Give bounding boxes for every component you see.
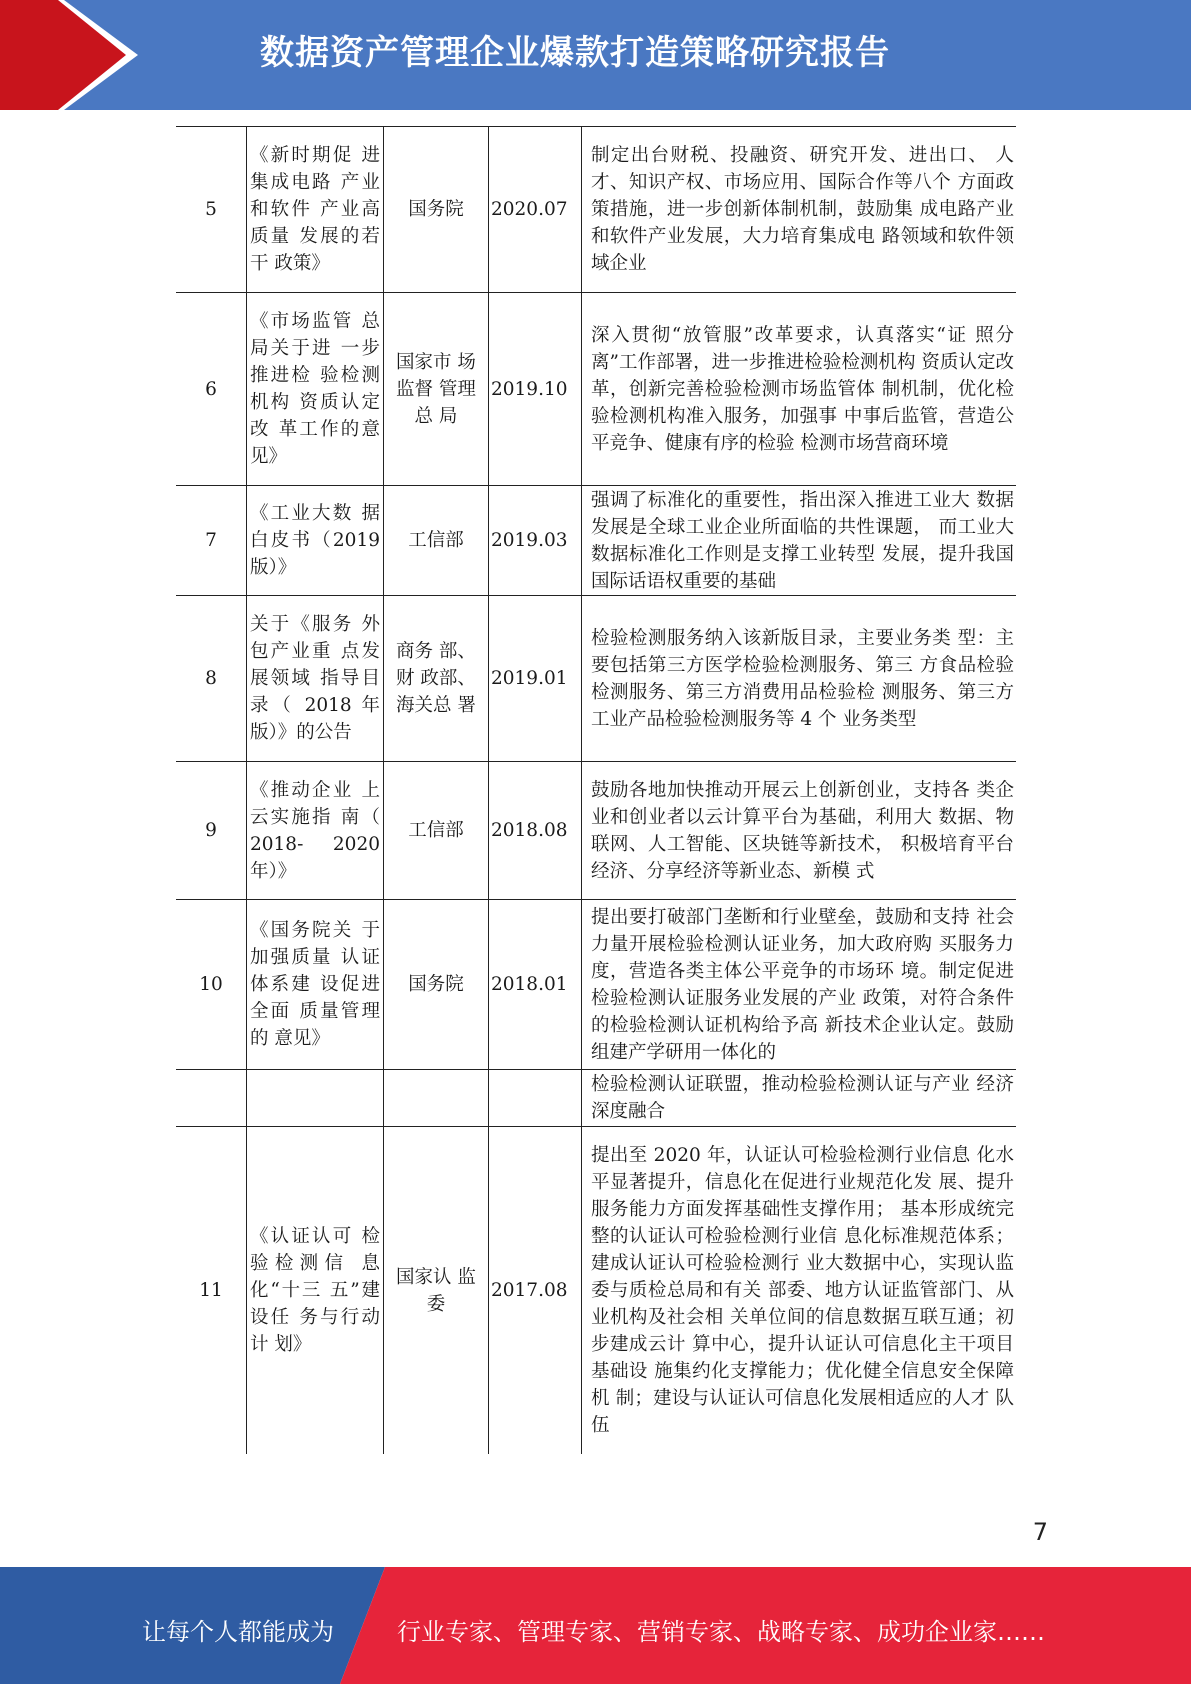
issue-date: 2019.01 [488,596,581,761]
issuing-dept: 工信部 [383,762,488,899]
page-header [0,0,1191,110]
issue-date: 2020.07 [488,127,581,292]
chevron-arrow-icon [0,0,160,110]
policy-name: 《市场监管 总局关于进 一步推进检 验检测机构 资质认定改 革工作的意见》 [250,311,380,467]
policy-name: 《新时期促 进集成电路 产业和软件 产业高质量 发展的若干 政策》 [250,145,380,274]
policy-description: 制定出台财税、投融资、研究开发、进出口、 人才、知识产权、市场应用、国际合作等八个 方面政策措施，进一步创新体制机制，鼓励集 成电路产业和软件产业发展，大力培育集成电 路领域和软件领域企业 [591,145,1014,274]
table-row [176,292,1016,485]
policy-name-cell [246,486,383,595]
page-number: 7 [1032,1518,1048,1546]
policy-description: 鼓励各地加快推动开展云上创新创业，支持各 类企业和创业者以云计算平台为基础，利用大 数据、物联网、人工智能、区块链等新技术， 积极培育平台经济、分享经济等新业态、新模 式 [591,779,1014,882]
policy-name: 关于《服务 外包产业重 点发展领域 指导目录（ 2018 年版）》的公告 [250,614,380,743]
issuing-dept: 商务 部、财 政部、海关总 署 [383,596,488,761]
table-row [176,595,1016,761]
policy-desc-cell [581,762,1016,899]
table-row [176,126,1016,292]
row-number: 5 [205,199,217,220]
policy-name-cell [246,596,383,761]
policy-name-cell [246,1127,383,1454]
report-title: 数据资产管理企业爆款打造策略研究报告 [260,33,890,73]
row-number: 6 [205,378,217,400]
footer-slogan-roles: 行业专家、管理专家、营销专家、战略专家、成功企业家…… [397,1618,1045,1646]
policy-description: 检验检测认证联盟，推动检验检测认证与产业 经济深度融合 [591,1074,1014,1122]
policy-desc-cell [581,1127,1016,1454]
issue-date [488,1070,581,1126]
issuing-dept: 工信部 [383,486,488,595]
policy-desc-cell [581,486,1016,595]
issue-date: 2019.03 [488,486,581,595]
policy-description: 强调了标准化的重要性，指出深入推进工业大 数据发展是全球工业企业所面临的共性课题， 而工业大数据标准化工作则是支撑工业转型 发展，提升我国国际话语权重要的基础 [591,489,1014,592]
policy-description: 提出要打破部门垄断和行业壁垒，鼓励和支持 社会力量开展检验检测认证业务，加大政府购 买服务力度，营造各类主体公平竞争的市场环 境。制定促进检验检测认证服务业发展的产业 政策，对符合条件的检验检测认证机构给予高 新技术企业认定。鼓励组建产学研用一体化的 [591,906,1014,1063]
policy-desc-cell [581,293,1016,485]
issuing-dept [383,1070,488,1126]
policy-table [176,126,1016,1454]
issue-date: 2018.08 [488,762,581,899]
policy-description: 深入贯彻“放管服”改革要求，认真落实“证 照分离”工作部署，进一步推进检验检测机构 资质认定改革，创新完善检验检测市场监管体 制机制，优化检验检测机构准入服务，加强事 中事后监管，营造公平竞争、健康有序的检验 检测市场营商环境 [591,324,1014,454]
policy-name-cell [246,293,383,485]
policy-description: 检验检测服务纳入该新版目录，主要业务类 型：主要包括第三方医学检验检测服务、第三 方食品检验检测服务、第三方消费用品检验检 测服务、第三方工业产品检验检测服务等 4 个 业务类型 [591,627,1014,730]
issuing-dept: 国务院 [383,900,488,1069]
issue-date: 2019.10 [488,293,581,485]
policy-name: 《认证认可 检验检测信 息化“十三 五”建设任 务与行动计 划》 [250,1226,380,1355]
policy-name: 《推动企业 上云实施指 南（ 2018- 2020 年）》 [250,779,380,882]
footer-slogan-lead: 让每个人都能成为 [142,1618,334,1646]
issuing-dept: 国务院 [383,127,488,292]
table-row [176,485,1016,595]
table-row [176,1126,1016,1454]
table-row [176,1069,1016,1126]
table-row [176,899,1016,1069]
policy-name-cell [246,900,383,1069]
row-number: 8 [205,668,217,689]
policy-name: 《工业大数 据白皮书（2019 版）》 [250,503,380,578]
row-number: 7 [205,530,217,551]
table-row [176,761,1016,899]
policy-desc-cell [581,1070,1016,1126]
policy-name-cell [246,762,383,899]
issue-date: 2017.08 [488,1127,581,1454]
policy-name-cell [246,127,383,292]
row-number: 11 [199,1280,223,1301]
row-number: 9 [205,820,217,841]
policy-description: 提出至 2020 年，认证认可检验检测行业信息 化水平显著提升，信息化在促进行业规范化发 展、提升服务能力方面发挥基础性支撑作用； 基本形成统完整的认证认可检验检测行业信 息化标准规范体系；建成认证认可检验检测行 业大数据中心，实现认监委与质检总局和有关 部委、地方认证监管部门、从业机构及社会相 关单位间的信息数据互联互通；初步建成云计 算中心，提升认证认可信息化主干项目基础设 施集约化支撑能力；优化健全信息安全保障机 制；建设与认证认可信息化发展相适应的人才 队伍 [591,1145,1014,1436]
policy-name-cell [246,1070,383,1126]
policy-name: 《国务院关 于加强质量 认证体系建 设促进全面 质量管理的 意见》 [250,920,380,1049]
policy-desc-cell [581,596,1016,761]
policy-desc-cell [581,900,1016,1069]
row-number [176,1070,246,1126]
issuing-dept: 国家市 场监督 管理总 局 [383,293,488,485]
issue-date: 2018.01 [488,900,581,1069]
policy-desc-cell [581,127,1016,292]
issuing-dept: 国家认 监委 [383,1127,488,1454]
row-number: 10 [199,974,223,995]
